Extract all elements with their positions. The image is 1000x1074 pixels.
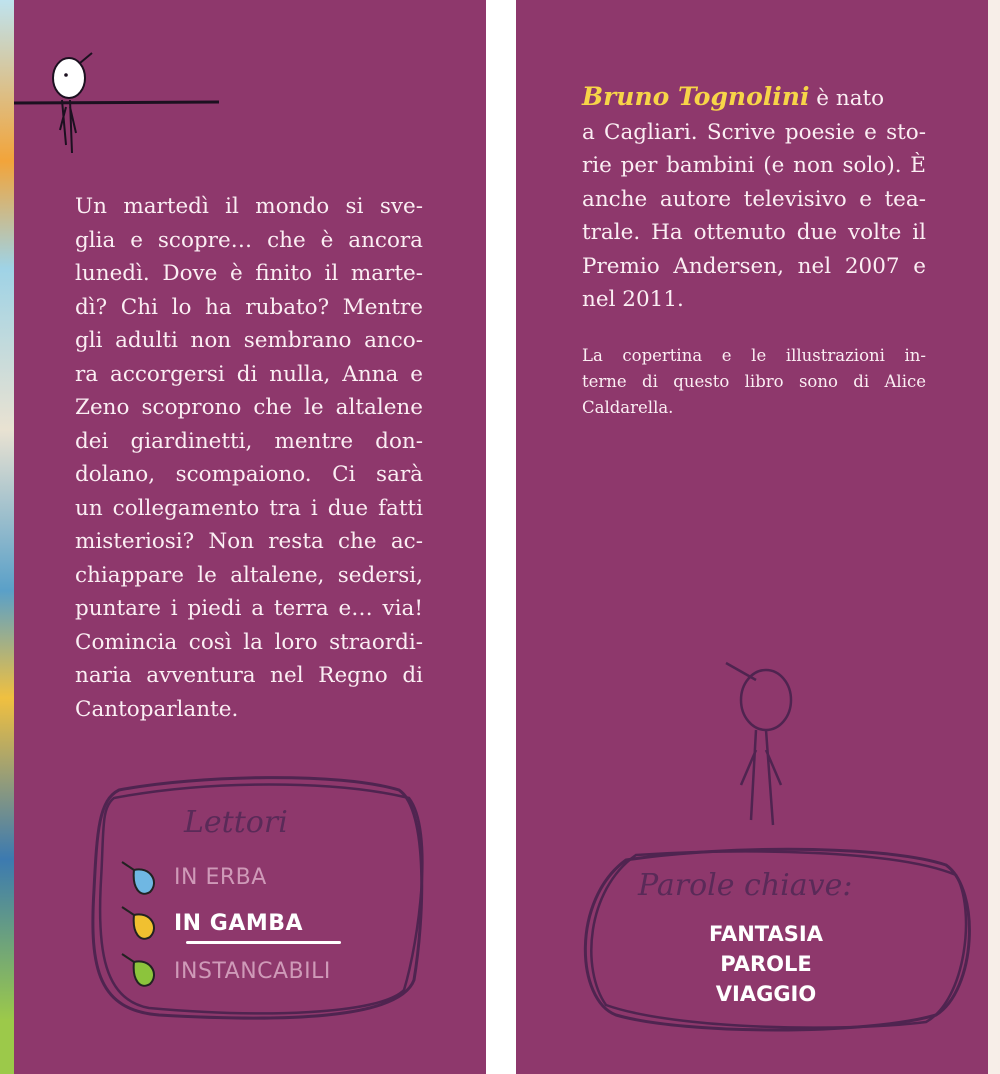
bio-line: rie per bambini (e non solo). È (582, 153, 926, 178)
bio-line-rest: è nato (809, 86, 885, 111)
keyword: VIAGGIO (715, 982, 817, 1006)
credits-line: terne di questo libro sono di Alice (582, 372, 926, 391)
bio-line: nel 2011. (582, 287, 684, 312)
bio-line (582, 80, 926, 116)
author-name: Bruno Tognolini (582, 82, 810, 111)
synopsis-line: chiappare le altalene, sedersi, (75, 562, 423, 588)
reader-level-in-gamba: IN GAMBA (174, 911, 304, 936)
bird-sketch-icon (711, 655, 811, 830)
synopsis-line: dolano, scompaiono. Ci sarà (75, 462, 423, 487)
synopsis-line: Zeno scoprono che le altalene (75, 395, 423, 420)
active-level-underline (186, 941, 341, 944)
reader-level-instancabili: INSTANCABILI (174, 959, 331, 984)
synopsis-line: dì? Chi lo ha rubato? Mentre (75, 294, 423, 320)
keyword: FANTASIA (709, 922, 823, 946)
synopsis-line: Cantoparlante. (75, 696, 239, 722)
synopsis-line: dei giardinetti, mentre don- (75, 428, 423, 454)
synopsis-line: un collegamento tra i due fatti (75, 495, 423, 521)
keywords-title: Parole chiave: (638, 868, 853, 903)
right-flap (516, 0, 988, 1074)
left-flap (14, 0, 486, 1074)
reader-level-in-erba: IN ERBA (174, 865, 267, 890)
readers-box-title: Lettori (184, 805, 288, 840)
page-edge (988, 0, 1000, 1074)
synopsis-line: gli adulti non sembrano anco- (75, 328, 423, 353)
leaf-green-icon (120, 952, 160, 988)
bio-line: anche autore televisivo e tea- (582, 186, 926, 212)
keyword: PAROLE (720, 952, 812, 976)
bird-on-wire-icon (14, 45, 234, 160)
illustration-credits (582, 343, 926, 421)
bio-line: a Cagliari. Scrive poesie e sto- (582, 119, 926, 145)
synopsis-line: lunedì. Dove è finito il marte- (75, 261, 423, 286)
bio-line: trale. Ha ottenuto due volte il (582, 220, 926, 245)
synopsis-line: naria avventura nel Regno di (75, 663, 423, 688)
synopsis (75, 190, 423, 726)
synopsis-line: Comincia così la loro straordi- (75, 629, 423, 655)
synopsis-line: ra accorgersi di nulla, Anna e (75, 361, 423, 387)
bio-line: Premio Andersen, nel 2007 e (582, 253, 926, 279)
synopsis-line: puntare i piedi a terra e… via! (75, 596, 423, 621)
leaf-blue-icon (120, 860, 160, 896)
author-bio (582, 80, 926, 317)
synopsis-line: Un martedì il mondo si sve- (75, 194, 423, 219)
leaf-yellow-icon (120, 905, 160, 941)
fold-gap (486, 0, 516, 1074)
synopsis-line: glia e scopre… che è ancora (75, 227, 423, 253)
credits-line: La copertina e le illustrazioni in- (582, 346, 926, 365)
credits-line: Caldarella. (582, 398, 674, 417)
cover-illustration-edge (0, 0, 14, 1074)
synopsis-line: misteriosi? Non resta che ac- (75, 529, 423, 554)
